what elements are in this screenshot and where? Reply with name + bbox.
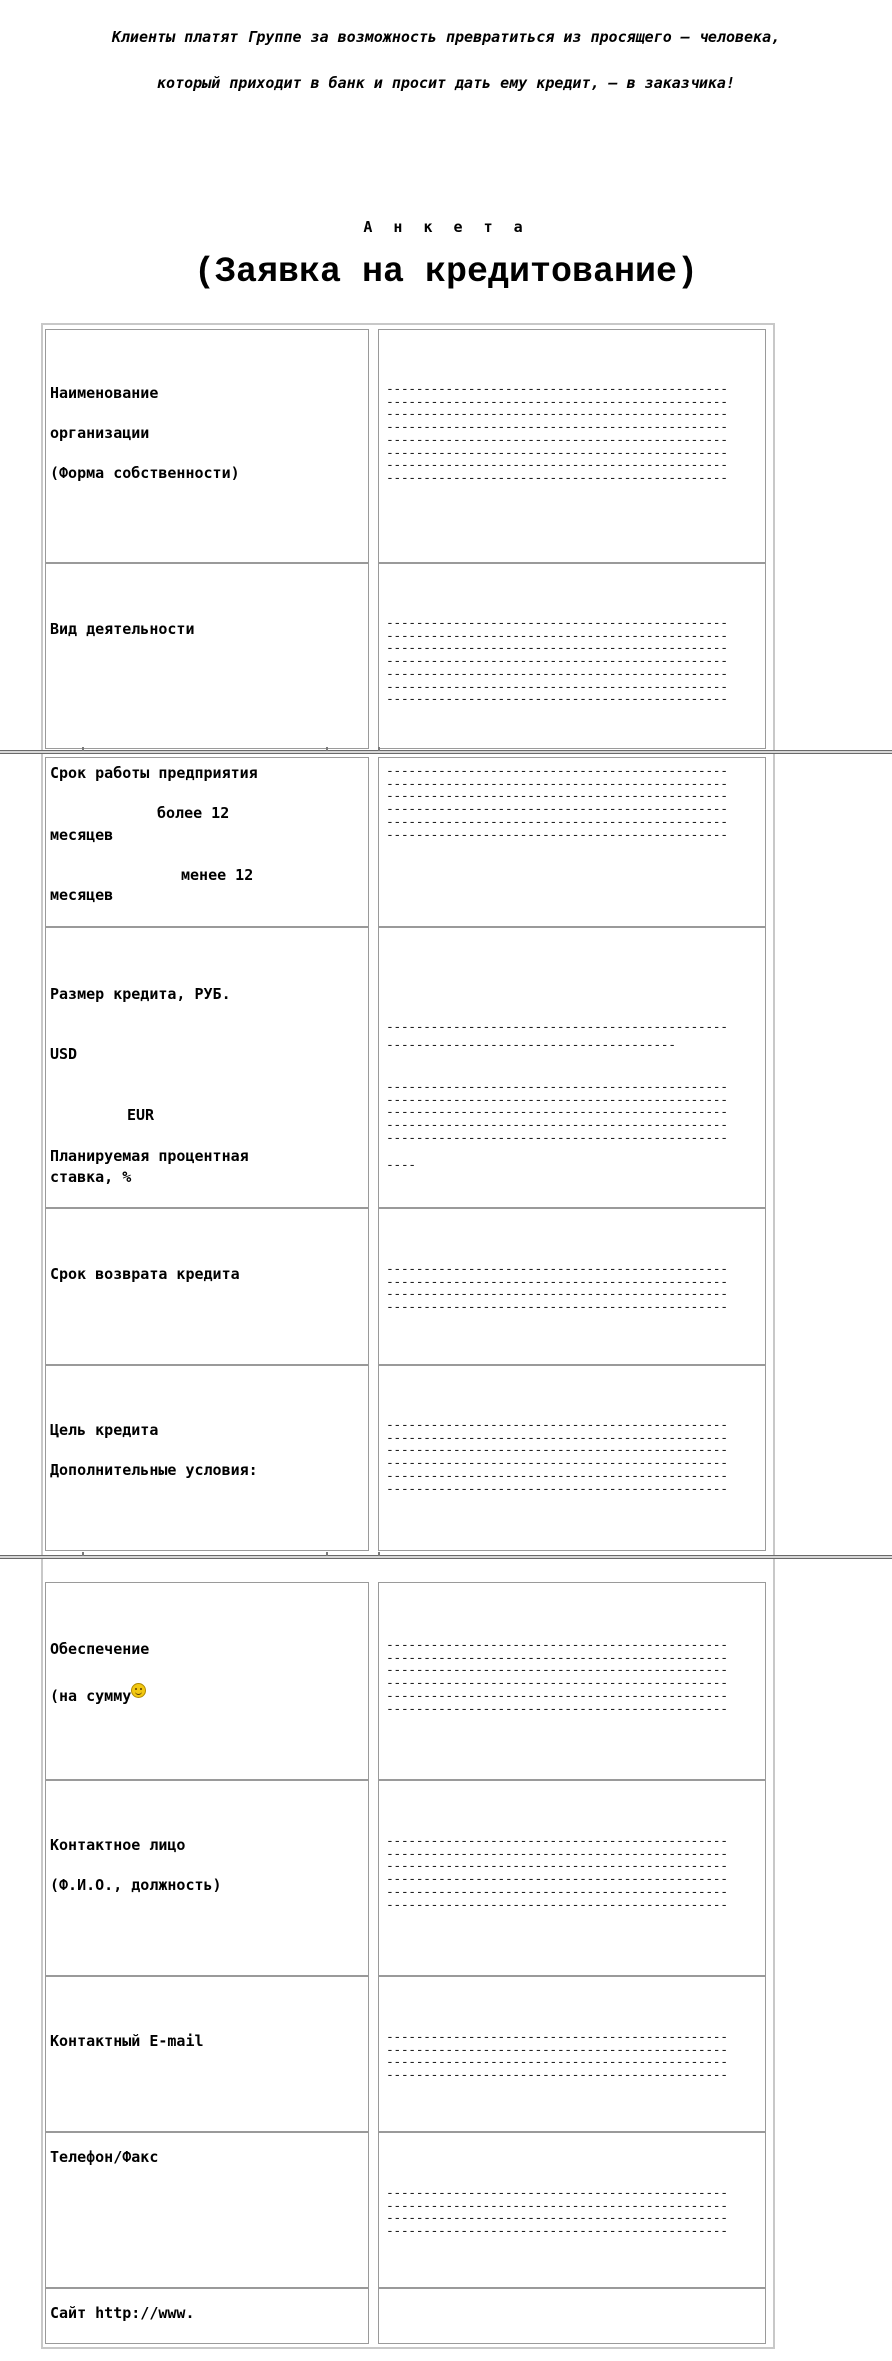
label-org-name-2: организации xyxy=(50,424,150,442)
smiley-icon xyxy=(131,1683,146,1698)
label-phone: Телефон/Факс xyxy=(50,2148,159,2166)
label-extra: Дополнительные условия: xyxy=(50,1461,258,1479)
label-purpose: Цель кредита xyxy=(50,1421,159,1439)
form-title: (Заявка на кредитование) xyxy=(193,252,699,292)
dash-lines-collateral: ---------------------------------------------- ---------------------------------------------- ---------------------------------------------- ---------------------------------------------- ---------------------------------------------- ---------------------------------------------- xyxy=(386,1640,728,1717)
label-email: Контактный E-mail xyxy=(50,2032,204,2050)
page-break-1 xyxy=(0,750,892,754)
label-term: Срок работы предприятия xyxy=(50,764,258,782)
label-rate-2: ставка, % xyxy=(50,1168,132,1186)
label-activity: Вид деятельности xyxy=(50,620,195,638)
dash-lines-credit-a: ---------------------------------------------- xyxy=(386,1022,728,1035)
label-rate: Планируемая процентная xyxy=(50,1147,249,1165)
label-months-a: месяцев xyxy=(50,826,114,844)
dash-lines-email: ---------------------------------------------- ---------------------------------------------- ---------------------------------------------- ---------------------------------------------- xyxy=(386,2032,728,2083)
form-heading: А н к е т а xyxy=(363,218,529,236)
dash-lines-credit-c: ---------------------------------------------- ---------------------------------------------- ---------------------------------------------- ---------------------------------------------- ---------------------------------------------- xyxy=(386,1082,728,1146)
label-usd: USD xyxy=(50,1045,78,1063)
label-org-name: Наименование xyxy=(50,384,159,402)
label-collateral-sum xyxy=(50,1683,146,1706)
dash-lines-contact: ---------------------------------------------- ---------------------------------------------- ---------------------------------------------- ---------------------------------------------- ---------------------------------------------- ---------------------------------------------- xyxy=(386,1836,728,1913)
label-contact-fio: (Ф.И.О., должность) xyxy=(50,1876,222,1894)
dash-lines-org: ---------------------------------------------- ---------------------------------------------- ---------------------------------------------- ---------------------------------------------- ---------------------------------------------- ---------------------------------------------- ---------------------------------------------- ---------------------------------------------- xyxy=(386,384,728,486)
intro-line-1: Клиенты платят Группе за возможность превратиться из просящего — человека, xyxy=(111,28,781,46)
label-cell-org xyxy=(45,329,369,563)
label-site: Сайт http://www. xyxy=(50,2304,195,2322)
label-more-12: более 12 xyxy=(157,804,230,822)
label-cell-return xyxy=(45,1208,369,1365)
label-cell-purpose xyxy=(45,1365,369,1551)
label-less-12: менее 12 xyxy=(181,866,254,884)
dash-lines-purpose: ---------------------------------------------- ---------------------------------------------- ---------------------------------------------- ---------------------------------------------- ---------------------------------------------- ---------------------------------------------- xyxy=(386,1420,728,1497)
label-collateral: Обеспечение xyxy=(50,1640,150,1658)
dash-lines-credit-b: --------------------------------------- xyxy=(386,1040,676,1053)
label-eur: EUR xyxy=(127,1106,155,1124)
label-cell-collateral xyxy=(45,1582,369,1780)
label-credit-size: Размер кредита, РУБ. xyxy=(50,985,231,1003)
value-cell-site[interactable] xyxy=(378,2288,766,2344)
label-cell-activity xyxy=(45,563,369,749)
dash-lines-phone: ---------------------------------------------- ---------------------------------------------- ---------------------------------------------- ---------------------------------------------- xyxy=(386,2188,728,2239)
dash-lines-credit-d: ---- xyxy=(386,1160,416,1173)
dash-lines-term: ---------------------------------------------- ---------------------------------------------- ---------------------------------------------- ---------------------------------------------- ---------------------------------------------- ---------------------------------------------- xyxy=(386,766,728,843)
label-org-form: (Форма собственности) xyxy=(50,464,240,482)
intro-line-2: который приходит в банк и просит дать ему кредит, — в заказчика! xyxy=(157,74,735,92)
label-contact: Контактное лицо xyxy=(50,1836,186,1854)
label-return-term: Срок возврата кредита xyxy=(50,1265,240,1283)
label-cell-email xyxy=(45,1976,369,2132)
page-break-2 xyxy=(0,1555,892,1559)
dash-lines-return: ---------------------------------------------- ---------------------------------------------- ---------------------------------------------- ---------------------------------------------- xyxy=(386,1264,728,1315)
intro-text xyxy=(0,14,892,106)
label-collateral-sum-text: (на сумму xyxy=(50,1687,132,1705)
dash-lines-activity: ---------------------------------------------- ---------------------------------------------- ---------------------------------------------- ---------------------------------------------- ---------------------------------------------- ---------------------------------------------- ---------------------------------------------- xyxy=(386,618,728,707)
label-months-b: месяцев xyxy=(50,886,114,904)
